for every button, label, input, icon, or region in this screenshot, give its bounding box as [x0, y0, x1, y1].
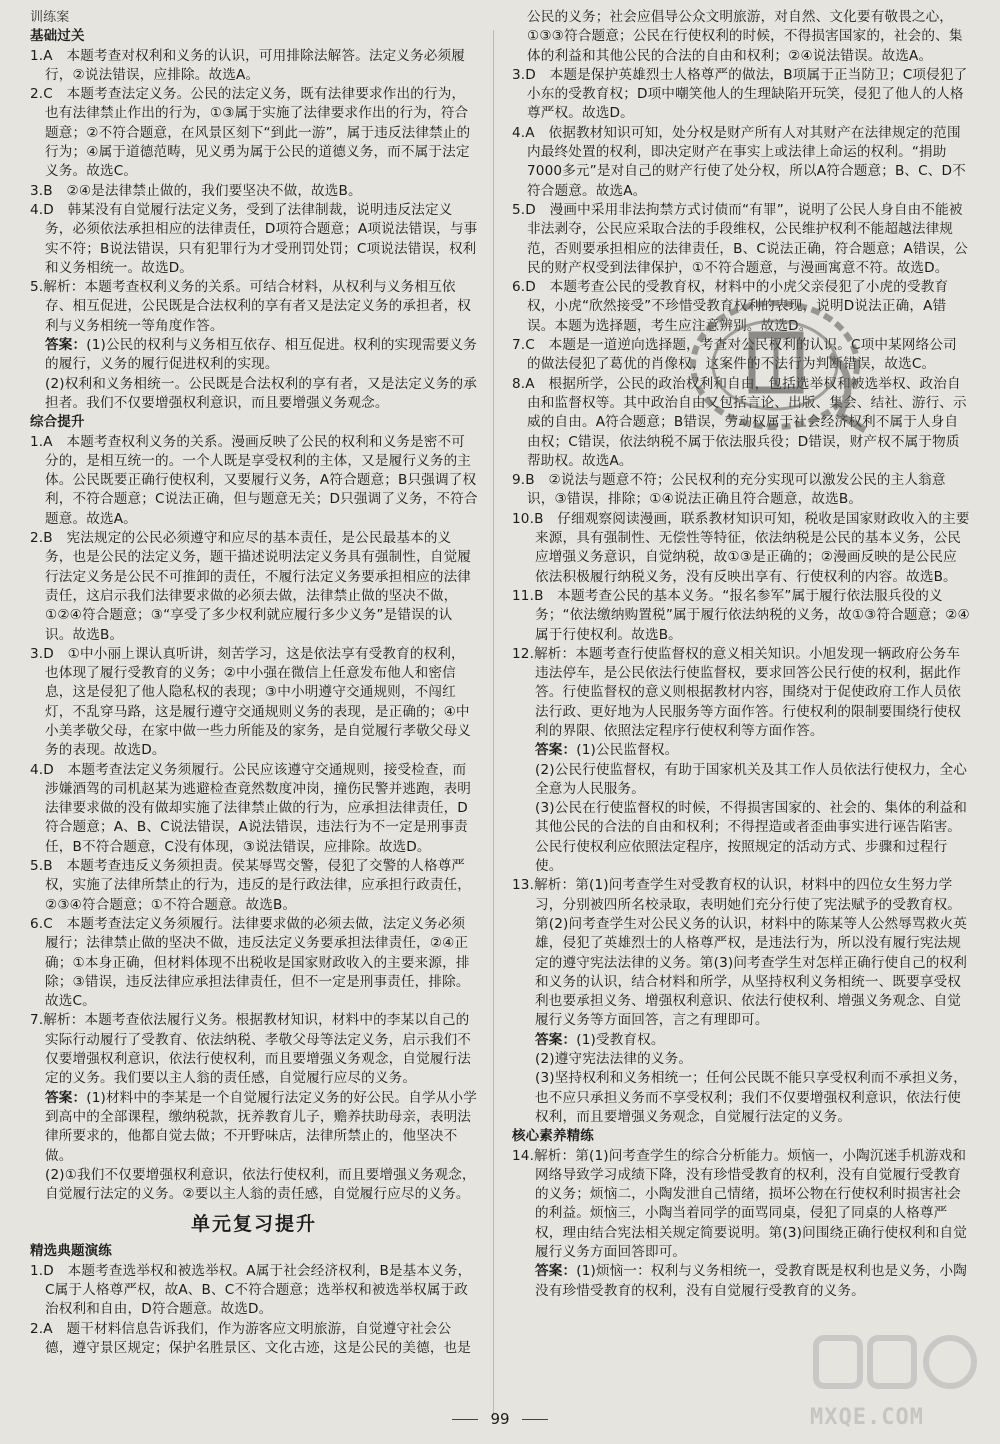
answer-item: 6.D 本题考查公民的受教育权，材料中的小虎父亲侵犯了小虎的受教育权，小虎“欣然接受”不珍惜受教育权利的表现，说明D说法正确，A错误。本题为选择题，考生应注意辨别。故选D。: [512, 279, 949, 334]
answer-item: 5.D 漫画中采用非法拘禁方式讨债而“有罪”，说明了公民人身自由不能被非法剥夺，公民应采取合法的手段维权，公民维护权利不能超越法律规范，否则要承担相应的法律责任，B、C说法正确，符合题意；A错误，公民的财产权受到法律保护，①不符合题意，与漫画寓意不符。故选D。: [512, 201, 968, 276]
section-core: 核心素养精练: [512, 1128, 594, 1145]
page-footer: [0, 1410, 1000, 1428]
section-comprehensive: 综合提升: [30, 414, 85, 431]
section-selected: 精选典题演练: [30, 1243, 112, 1260]
answer-block: [30, 1089, 478, 1166]
answer-item: 2.B 宪法规定的公民必须遵守和应尽的基本责任，是公民最基本的义务，也是公民的法定义务，题干描述说明法定义务具有强制性，自觉履行法定义务是公民不可推卸的责任，不履行法定义务要承担相应的法律责任，这启示我们法律要求做的必须去做，法律禁止做的坚决不做，①②④符合题意；③“享受了多少权利就应履行多少义务”是错误的认识。故选B。: [30, 530, 472, 643]
answer-item: 11.B 本题考查公民的基本义务。“报名参军”属于履行依法服兵役的义务；“依法缴纳购置税”属于履行依法纳税的义务，故①③符合题意；②④属于行使权利。故选B。: [512, 587, 970, 643]
answer-block: [512, 1031, 970, 1050]
answer-item: 9.B ②说法与题意不符；公民权利的充分实现可以激发公民的主人翁意识，③错误，排除；①④说法正确且符合题意，故选B。: [512, 472, 946, 508]
training-header: 训练案: [30, 10, 70, 25]
answer-text: (1)烦恼一：权利与义务相统一，受教育既是权利也是义务，小陶没有珍惜受教育的权利，没有自觉履行受教育的义务。: [535, 1263, 968, 1299]
answer-item: 13.解析：第(1)问考查学生对受教育权的认识，材料中的四位女生努力学习，分别被四所名校录取，表明她们充分行使了宪法赋予的受教育权。第(2)问考查学生对公民义务的认识，材料中的陈某等人公然辱骂救火英雄，侵犯了英雄烈士的人格尊严权，是违法行为，所以没有履行宪法规定的遵守宪法法律的义务。第(3)问考查学生对怎样正确行使自己的权利和义务的认识，结合材料和所学，从坚持权利义务相统一、既要享受权利也要承担义务、增强权利意识、依法行使权利、增强义务观念、自觉履行义务等方面回答，言之有理即可。: [512, 877, 968, 1029]
answer-text: (1)受教育权。: [576, 1031, 665, 1048]
answer-item: 2.A 题干材料信息告诉我们，作为游客应文明旅游，自觉遵守社会公德，遵守景区规定；保护名胜景区、文化古迹，这是公民的美德，也是: [30, 1320, 472, 1356]
answer-text: (1)材料中的李某是一个自觉履行法定义务的好公民。自学从小学到高中的全部课程，缴纳税款，抚养教育儿子，赡养扶助母亲，表明法律所要求的，他都自觉去做；不开野味店，法律所禁止的，他坚决不做。: [45, 1089, 478, 1164]
answer-label: 答案：: [535, 1263, 577, 1280]
answer-item: 14.解析：第(1)问考查学生的综合分析能力。烦恼一，小陶沉迷手机游戏和网络导致学习成绩下降，没有珍惜受教育的权利，没有自觉履行受教育的义务；烦恼二，小陶发泄自己情绪，损坏公物在行使权利时损害社会的利益。烦恼三，小陶当着同学的面骂同桌，侵犯了同桌的人格尊严权，理由结合宪法相关规定简要说明。第(3)问围绕正确行使权利和自觉履行义务方面回答即可。: [512, 1147, 968, 1260]
answer-block: [30, 336, 478, 375]
left-column: [30, 8, 478, 1358]
answer-label: 答案：: [535, 742, 577, 759]
answer-item: 3.B ②④是法律禁止做的，我们要坚决不做，故选B。: [30, 182, 362, 199]
answer-item: 6.C 本题考查法定义务须履行。法律要求做的必须去做，法定义务必须履行；法律禁止做的坚决不做，违反法定义务要承担法律责任，②④正确；①本身正确，但材料体现不出税收是国家财政收入的主要来源，排除；③错误，违反法律应承担法律责任，但不一定是刑事责任，排除。故选C。: [30, 915, 470, 1010]
answer-text: (1)公民监督权。: [576, 742, 679, 759]
answer-text: (2)①我们不仅要增强权利意识，依法行使权利，而且要增强义务观念，自觉履行法定的义务。②要以主人翁的责任感，自觉履行应尽的义务。: [45, 1166, 476, 1203]
answer-item: 4.D 韩某没有自觉履行法定义务，受到了法律制裁，说明违反法定义务，必须依法承担相应的法律责任，D项符合题意；A项说法错误，与事实不符；B说法错误，只有犯罪行为才受刑罚处罚；C项说法错误，权利和义务相统一。故选D。: [30, 201, 478, 276]
section-basic: 基础过关: [30, 28, 85, 45]
right-column: [512, 8, 970, 1301]
answer-item: 4.D 本题考查法定义务须履行。公民应该遵守交通规则，接受检查，而涉嫌酒驾的司机赵某为逃避检查竟然数度冲岗，撞伤民警并逃跑，表明法律要求做的没有做却实施了法律禁止做的行为，应承担法律责任，D符合题意；A、B、C说法错误，A说法错误，违法行为不一定是刑事责任，B不符合题意，C没有体现，③说法错误，应排除。故选D。: [30, 761, 472, 855]
answer-text: (1)公民的权利与义务相互依存、相互促进。权利的实现需要义务的履行，义务的履行促进权利的实现。: [45, 337, 478, 373]
footer-dash-left: [452, 1419, 478, 1420]
answer-text: (2)公民行使监督权，有助于国家机关及其工作人员依法行使权力，全心全意为人民服务。: [535, 761, 968, 797]
answer-label: 答案：: [535, 1031, 577, 1048]
column-divider: [493, 30, 494, 1415]
answer-item: 7.C 本题是一道逆向选择题，考查对公民权利的认识。C项中某网络公司的做法侵犯了葛优的肖像权，这案件的不法行为判断错误，故选C。: [512, 337, 957, 373]
answer-label: 答案：: [45, 337, 87, 354]
answer-item: 3.D 本题是保护英雄烈士人格尊严的做法，B项属于正当防卫；C项侵犯了小东的受教育权；D项中嘲笑他人的生理缺陷开玩笑，侵犯了他人的人格尊严权。故选D。: [512, 66, 968, 122]
answer-text: (2)遵守宪法法律的义务。: [535, 1051, 693, 1068]
answer-item: 5.解析：本题考查权利义务的关系。可结合材料，从权利与义务相互依存、相互促进，公民既是合法权利的享有者又是法定义务的承担者，权利与义务相统一等角度作答。: [30, 279, 472, 334]
answer-item: 2.C 本题考查法定义务。公民的法定义务，既有法律要求作出的行为，也有法律禁止作出的行为，①③属于实施了法律要求作出的行为，符合题意；②不符合题意，在风景区刻下“到此一游”，属于违反法律禁止的行为；④属于道德范畴，见义勇为属于公民的道德义务，而不属于法定义务。故选C。: [30, 86, 471, 180]
answer-text: (3)坚持权利和义务相统一；任何公民既不能只享受权利而不承担义务，也不应只承担义务而不享受权利；我们不仅要增强权利意识，依法行使权利，而且要增强义务观念，自觉履行法定的义务。: [535, 1070, 968, 1125]
answer-block: [512, 1262, 970, 1301]
answer-item: 5.B 本题考查违反义务须担责。侯某辱骂交警，侵犯了交警的人格尊严权，实施了法律所禁止的行为，违反的是行政法律，应承担行政责任，②③④符合题意；①不符合题意。故选B。: [30, 858, 472, 913]
unit-review-title: 单元复习提升: [190, 1213, 317, 1236]
footer-dash-right: [522, 1419, 548, 1420]
answer-item: 4.A 依据教材知识可知，处分权是财产所有人对其财产在法律规定的范围内最终处置的权利，即决定财产在事实上或法律上命运的权利。“捐助7000多元”是对自己的财产行使了处分权，所以A符合题意；B、C、D不符合题意。故选A。: [512, 124, 966, 199]
answer-item: 8.A 根据所学，公民的政治权利和自由，包括选举权和被选举权、政治自由和监督权等。其中政治自由又包括言论、出版、集会、结社、游行、示威的自由。A符合题意；B错误，劳动权属于社会经济权利不属于人身自由权；C错误，依法纳税不属于依法服兵役；D错误，财产权不属于物质帮助权。故选A。: [512, 375, 967, 469]
answer-item: 12.解析：本题考查行使监督权的意义相关知识。小旭发现一辆政府公务车违法停车，是公民依法行使监督权，要求回答公民行使的权利，据此作答。行使监督权的意义则根据教材内容，围绕对于促使政府工作人员依法行政、更好地为人民服务等方面作答。行使权利的限制要围绕行使权利的界限、依照法定程序行使权利等方面作答。: [512, 645, 962, 739]
answer-label: 答案：: [45, 1089, 87, 1106]
watermark-logo-icon: [810, 1330, 980, 1400]
answer-item: 3.D ①中小丽上课认真听讲，刻苦学习，这是依法享有受教育的权利，也体现了履行受教育的义务；②中小强在微信上任意发布他人和密信息，这是侵犯了他人隐私权的表现；③中小明遵守交通规则，不闯红灯，不乱穿马路，这是履行遵守交通规则义务的表现，是正确的；④中小美孝敬父母，在家中做一些力所能及的家务，是自觉履行孝敬父母义务的表现。故选D。: [30, 645, 472, 759]
page-number: 99: [490, 1410, 510, 1428]
answer-block: [512, 741, 970, 760]
answer-text: (2)权利和义务相统一。公民既是合法权利的享有者，又是法定义务的承担者。我们不仅要增强权利意识，而且要增强义务观念。: [45, 375, 478, 411]
answer-continued: 公民的义务；社会应倡导公众文明旅游，对自然、文化要有敬畏之心，①③③符合题意；公民在行使权利的时候，不得损害国家的，社会的、集体的利益和其他公民的合法的自由和权利；②④说法错误。故选A。: [527, 9, 963, 64]
answer-item: 1.A 本题考查权利义务的关系。漫画反映了公民的权利和义务是密不可分的，是相互统一的。一个人既是享受权利的主体，又是履行义务的主体。公民既要正确行使权利，又要履行义务，A符合题意；B只强调了权利，不符合题意；C说法正确，但与题意无关；D只强调了义务，不符合题意。故选A。: [30, 433, 478, 527]
answer-item: 1.A 本题考查对权利和义务的认识，可用排除法解答。法定义务必须履行，②说法错误，应排除。故选A。: [30, 47, 466, 83]
answer-item: 10.B 仔细观察阅读漫画，联系教材知识可知，税收是国家财政收入的主要来源，具有强制性、无偿性等特征，依法纳税是公民的基本义务，公民应增强义务意识，自觉纳税，故①③是正确的；②漫画反映的是公民应依法积极履行纳税义务，没有反映出享有、行使权利的内容。故选B。: [512, 510, 970, 585]
watermark-text: MXQE.COM: [810, 1405, 924, 1430]
answer-item: 7.解析：本题考查依法履行义务。根据教材知识，材料中的李某以自己的实际行动履行了受教育、依法纳税、孝敬父母等法定义务，启示我们不仅要增强权利意识，依法行使权利，而且要增强义务观念，自觉履行法定的义务。我们要以主人翁的责任感，自觉履行应尽的义务。: [30, 1012, 472, 1087]
answer-item: 1.D 本题考查选举权和被选举权。A属于社会经济权利，B是基本义务，C属于人格尊严权，故A、B、C不符合题意；选举权和被选举权属于政治权利和自由，D符合题意。故选D。: [30, 1262, 472, 1318]
answer-text: (3)公民在行使监督权的时候，不得损害国家的、社会的、集体的利益和其他公民的合法的自由和权利；不得捏造或者歪曲事实进行诬告陷害。公民行使权利应依照法定程序，按照规定的活动方式、步骤和过程行使。: [535, 800, 968, 875]
